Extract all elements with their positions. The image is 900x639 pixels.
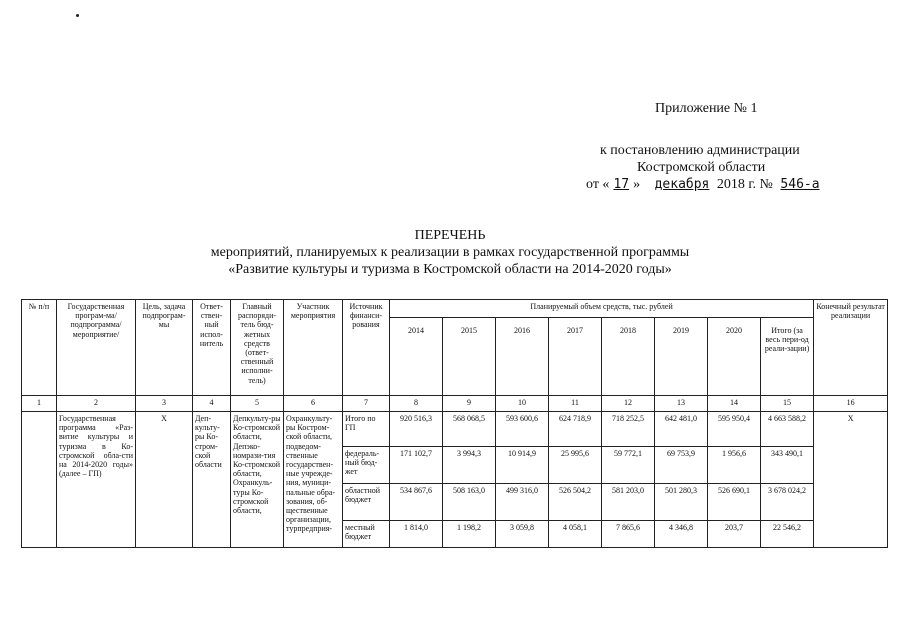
funding-value: 526 504,2 — [549, 484, 602, 521]
funding-value: 624 718,9 — [549, 412, 602, 447]
doc-subtitle-2: «Развитие культуры и туризма в Костромской области на 2014-2020 годы» — [228, 262, 672, 277]
scan-speck — [76, 14, 79, 17]
funding-value: 499 316,0 — [496, 484, 549, 521]
funding-total: 343 490,1 — [761, 447, 814, 484]
header-result: Конечный результат реализации — [814, 300, 888, 396]
funding-value: 581 203,0 — [602, 484, 655, 521]
header-planned: Планируемый объем средств, тыс. рублей — [390, 300, 814, 318]
funding-value: 7 865,6 — [602, 521, 655, 548]
doc-subtitle-1: мероприятий, планируемых к реализации в рамках государственной программы — [210, 245, 690, 260]
funding-value: 1 198,2 — [443, 521, 496, 548]
doc-title: ПЕРЕЧЕНЬ — [414, 228, 486, 243]
decree-number: 546-а — [780, 177, 820, 192]
funding-value: 501 280,3 — [655, 484, 708, 521]
funding-total: 3 678 024,2 — [761, 484, 814, 521]
funding-value: 642 481,0 — [655, 412, 708, 447]
funding-value: 526 690,1 — [708, 484, 761, 521]
date-prefix: от « — [586, 177, 610, 192]
funding-value: 593 600,6 — [496, 412, 549, 447]
funding-value: 171 102,7 — [390, 447, 443, 484]
column-number-row — [22, 396, 888, 412]
table-row — [22, 412, 888, 447]
header-responsible: Ответ-ствен-ный испол-нитель — [193, 300, 231, 396]
header-total: Итого (за весь пери-од реали-зации) — [761, 318, 814, 396]
funding-value: 69 753,9 — [655, 447, 708, 484]
column-number: 11 — [549, 396, 602, 412]
header-program: Государственная програм-ма/подпрограмма/ мероприятие/ — [57, 300, 136, 396]
date-day: 17 — [613, 177, 630, 192]
funding-value: 59 772,1 — [602, 447, 655, 484]
funding-value: 203,7 — [708, 521, 761, 548]
column-number: 10 — [496, 396, 549, 412]
funding-value: 534 867,6 — [390, 484, 443, 521]
funding-value: 10 914,9 — [496, 447, 549, 484]
funding-total: 22 546,2 — [761, 521, 814, 548]
funding-value: 1 814,0 — [390, 521, 443, 548]
funding-value: 3 059,8 — [496, 521, 549, 548]
funding-value: 568 068,5 — [443, 412, 496, 447]
decree-line-1: к постановлению администрации — [600, 143, 800, 158]
funding-source: Итого по ГП — [343, 412, 390, 447]
header-num: № п/п — [22, 300, 57, 396]
header-year: 2016 — [496, 318, 549, 396]
row-num — [22, 412, 57, 548]
row-result: Х — [814, 412, 888, 548]
date-month: декабря — [654, 177, 710, 192]
column-number: 9 — [443, 396, 496, 412]
funding-value: 595 950,4 — [708, 412, 761, 447]
column-number: 1 — [22, 396, 57, 412]
funding-source: областной бюджет — [343, 484, 390, 521]
header-year: 2015 — [443, 318, 496, 396]
column-number: 15 — [761, 396, 814, 412]
header-year: 2019 — [655, 318, 708, 396]
decree-date-line — [586, 177, 824, 193]
header-goal: Цель, задача подпрограм-мы — [136, 300, 193, 396]
funding-value: 718 252,5 — [602, 412, 655, 447]
column-number: 6 — [284, 396, 343, 412]
funding-value: 3 994,3 — [443, 447, 496, 484]
funding-source: местный бюджет — [343, 521, 390, 548]
column-number: 4 — [193, 396, 231, 412]
funding-value: 25 995,6 — [549, 447, 602, 484]
header-year: 2017 — [549, 318, 602, 396]
funding-value: 920 516,3 — [390, 412, 443, 447]
header-year: 2020 — [708, 318, 761, 396]
funding-source: федераль-ный бюд-жет — [343, 447, 390, 484]
column-number: 7 — [343, 396, 390, 412]
date-mid: » — [633, 177, 641, 192]
column-number: 3 — [136, 396, 193, 412]
funding-total: 4 663 588,2 — [761, 412, 814, 447]
decree-line-2: Костромской области — [637, 160, 766, 175]
column-number: 8 — [390, 396, 443, 412]
funding-value: 1 956,6 — [708, 447, 761, 484]
column-number: 12 — [602, 396, 655, 412]
column-number: 13 — [655, 396, 708, 412]
date-year: 2018 г. № — [716, 177, 773, 192]
header-participant: Участник мероприятия — [284, 300, 343, 396]
header-year: 2014 — [390, 318, 443, 396]
column-number: 2 — [57, 396, 136, 412]
header-year: 2018 — [602, 318, 655, 396]
column-number: 5 — [231, 396, 284, 412]
row-goal: Х — [136, 412, 193, 548]
row-responsible: Деп-культу-ры Ко-стром-ской области — [193, 412, 231, 548]
column-number: 16 — [814, 396, 888, 412]
appendix-label: Приложение № 1 — [655, 101, 758, 116]
funding-value: 4 058,1 — [549, 521, 602, 548]
header-source: Источник финанси-рования — [343, 300, 390, 396]
row-participant: Охранкульту-ры Костром-ской области, подведом-ственные государствен-ные учрежде-ния, муници-пальные обра-зования, об-щественные организации, турпредприя- — [284, 412, 343, 548]
row-manager: Депкульту-ры Ко-стромской области, Депэко-номрази-тия Ко-стромской области, Охранкуль-туры Ко-стромской области, — [231, 412, 284, 548]
column-number: 14 — [708, 396, 761, 412]
header-manager: Главный распоряди-тель бюд-жетных средств (ответ-ственный исполни-тель) — [231, 300, 284, 396]
funding-value: 4 346,8 — [655, 521, 708, 548]
row-program: Государственная программа «Раз-витие культуры и туризма в Ко-стромской обла-сти на 2014-2020 годы» (далее – ГП) — [57, 412, 136, 548]
funding-value: 508 163,0 — [443, 484, 496, 521]
program-table — [21, 299, 888, 548]
